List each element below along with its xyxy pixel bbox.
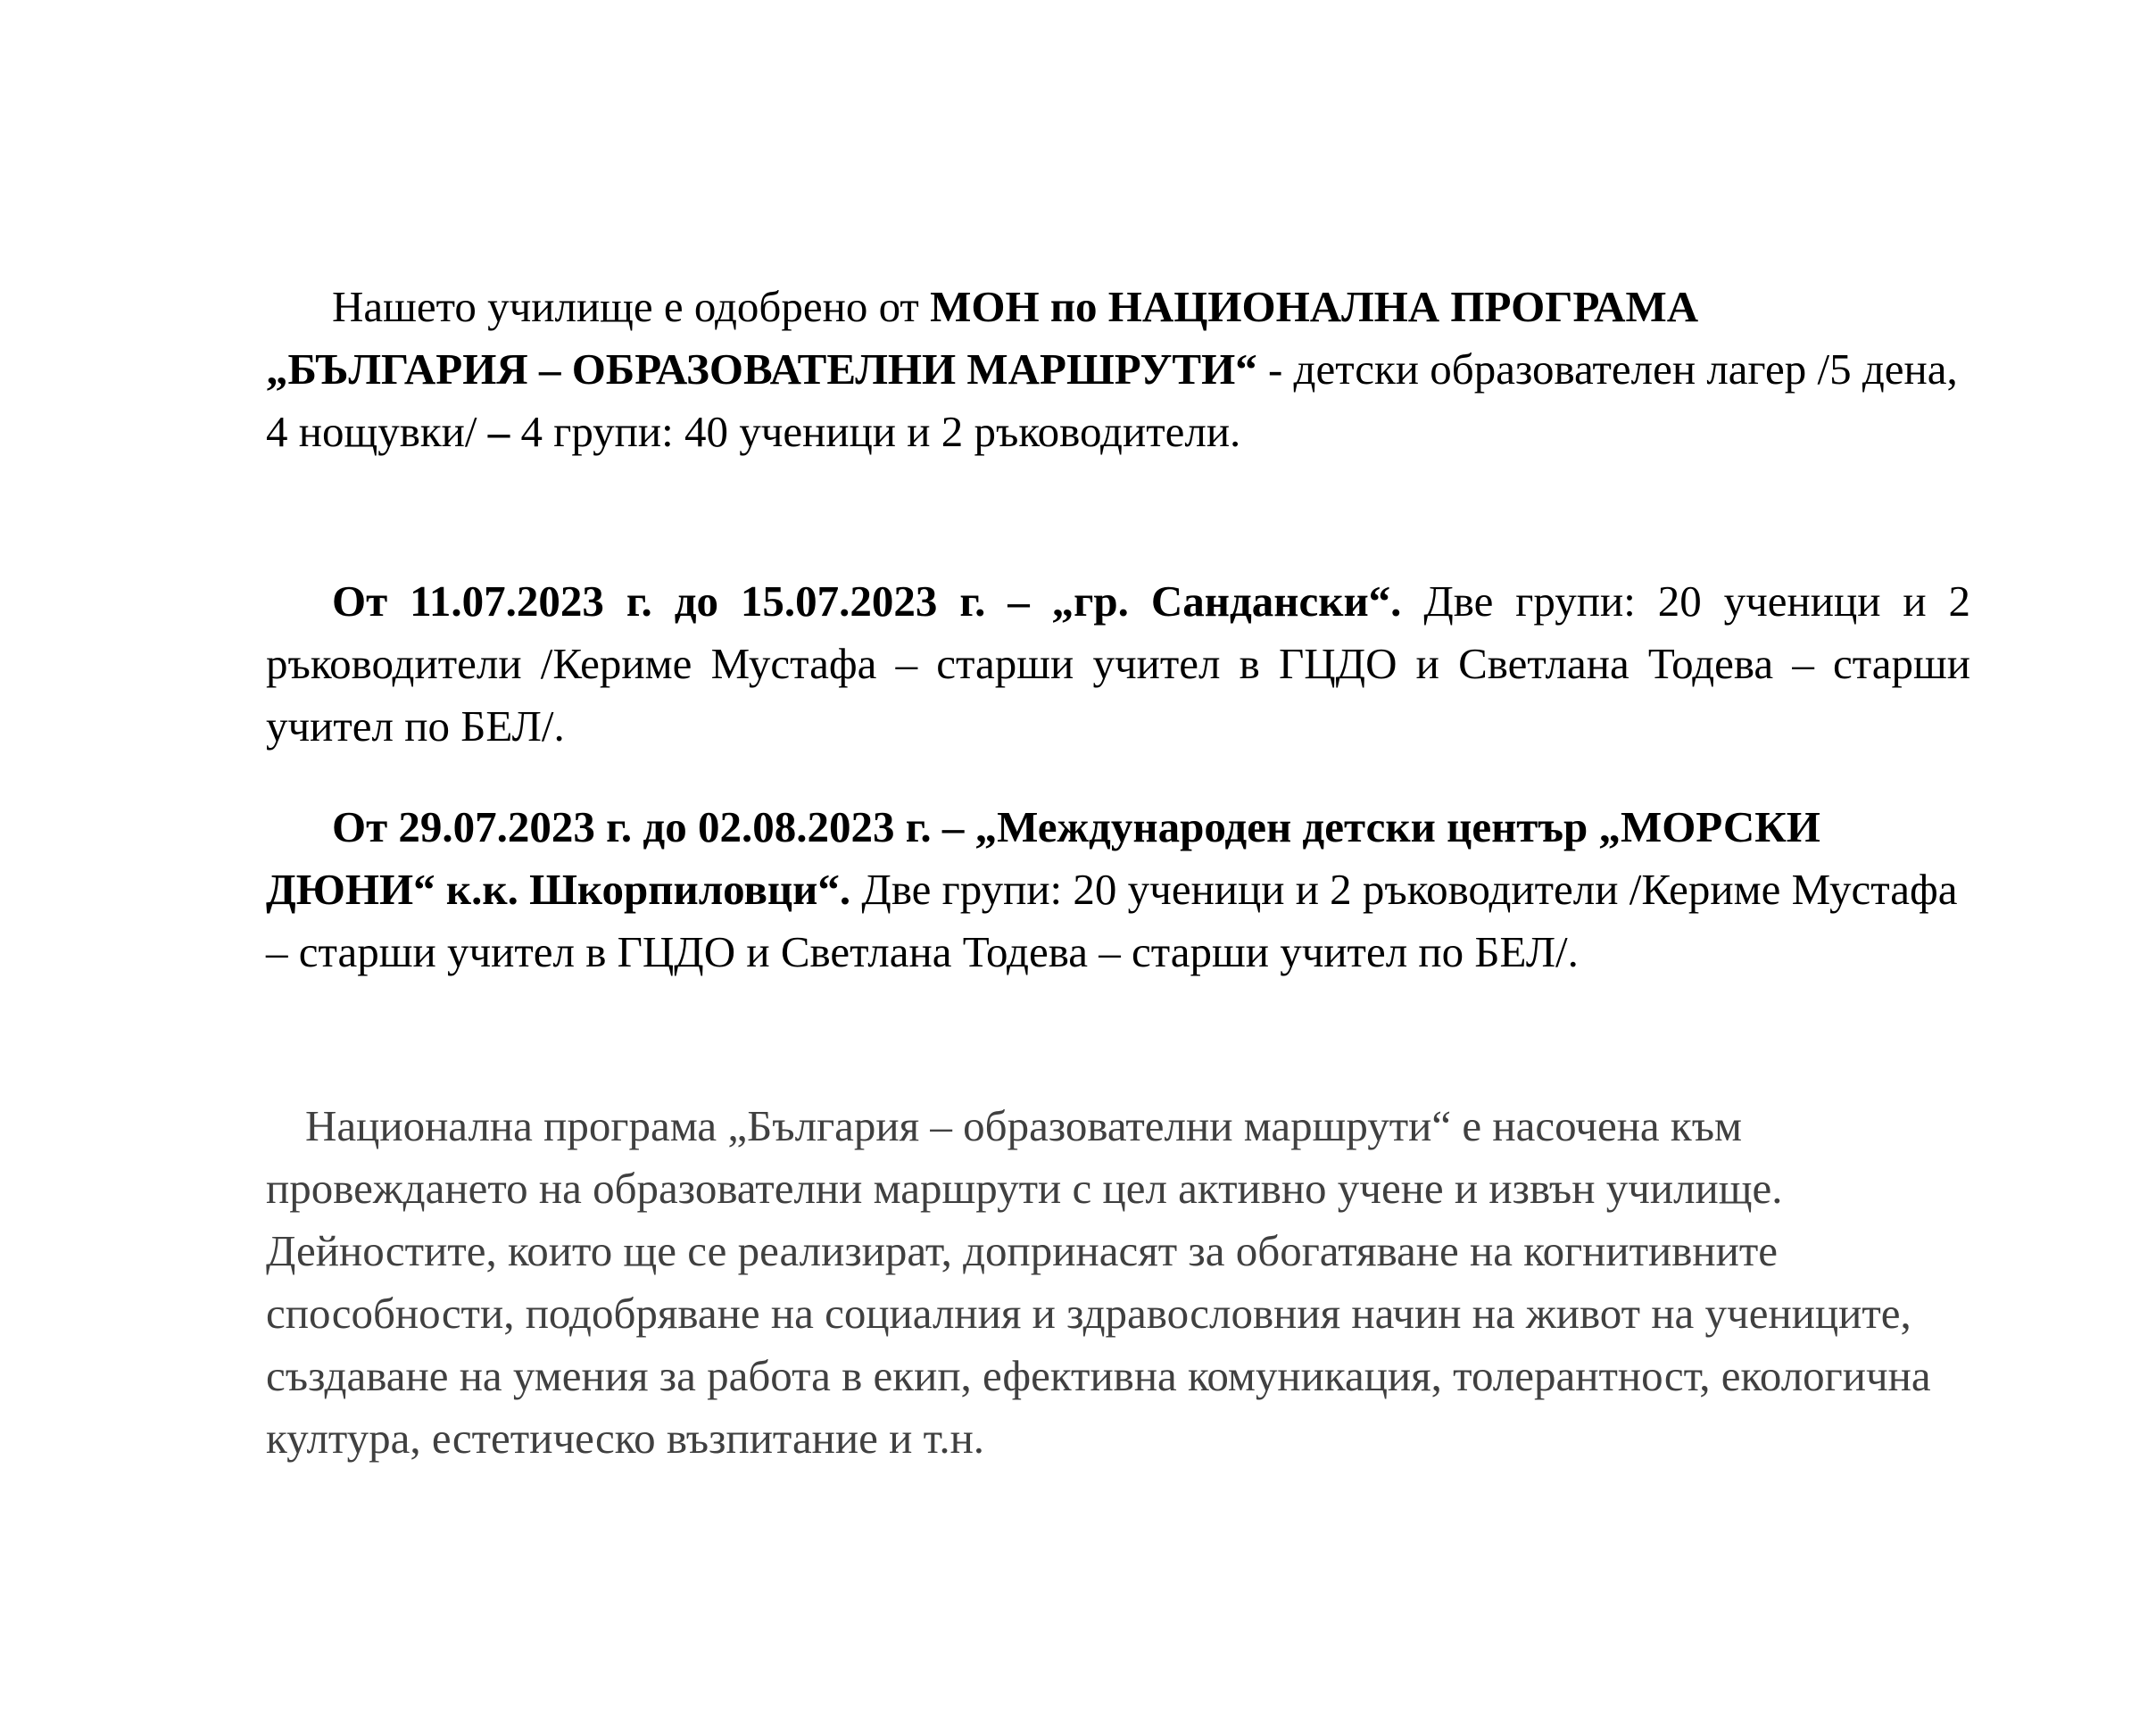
intro-lead: Нашето училище е одобрено от xyxy=(332,282,931,331)
camp-shkorpilovtsi-details: Две групи: 20 ученици и 2 ръководители /Кериме Мустафа – старши учител в ГЦДО и Светлана Тодева – старши учител по БЕЛ/. xyxy=(266,865,1958,976)
intro-program-title: МОН по НАЦИОНАЛНА ПРОГРАМА „БЪЛГАРИЯ – ОБРАЗОВАТЕЛНИ МАРШРУТИ“ xyxy=(266,282,1699,394)
camp-sandanski-dates: От 11.07.2023 г. до 15.07.2023 г. – „гр. Сандански“. xyxy=(332,576,1402,626)
camp-shkorpilovtsi-dates: От 29.07.2023 г. до 02.08.2023 г. – „Международен детски център „МОРСКИ ДЮНИ“ к.к. Шкорпиловци“. xyxy=(266,802,1820,914)
program-description-text: Национална програма „България – образователни маршрути“ е насочена към провеждането на образователни маршрути с цел активно учене и извън училище. Дейностите, които ще се реализират, допринасят за обогатяване на когнитивните способности, подобряване на социалния и здравословния начин на живот на учениците, създаване на умения за работа в екип, ефективна комуникация, толерантност, екологична култура, естетическо възпитание и т.н. xyxy=(266,1101,1931,1463)
camp-sandanski-details: Две групи: 20 ученици и 2 ръководители /Кериме Мустафа – старши учител в ГЦДО и Светлана Тодева – старши учител по БЕЛ/. xyxy=(266,576,1970,751)
intro-rest-2: 4 групи: 40 ученици и 2 ръководители. xyxy=(510,407,1241,456)
camp-sandanski-paragraph xyxy=(266,570,1970,758)
intro-dash: – xyxy=(487,407,510,456)
intro-rest-1: - детски образователен лагер /5 дена, 4 нощувки/ xyxy=(266,344,1958,456)
intro-paragraph xyxy=(266,276,1970,463)
program-description-paragraph xyxy=(266,1095,1970,1470)
camp-shkorpilovtsi-paragraph xyxy=(266,796,1970,983)
